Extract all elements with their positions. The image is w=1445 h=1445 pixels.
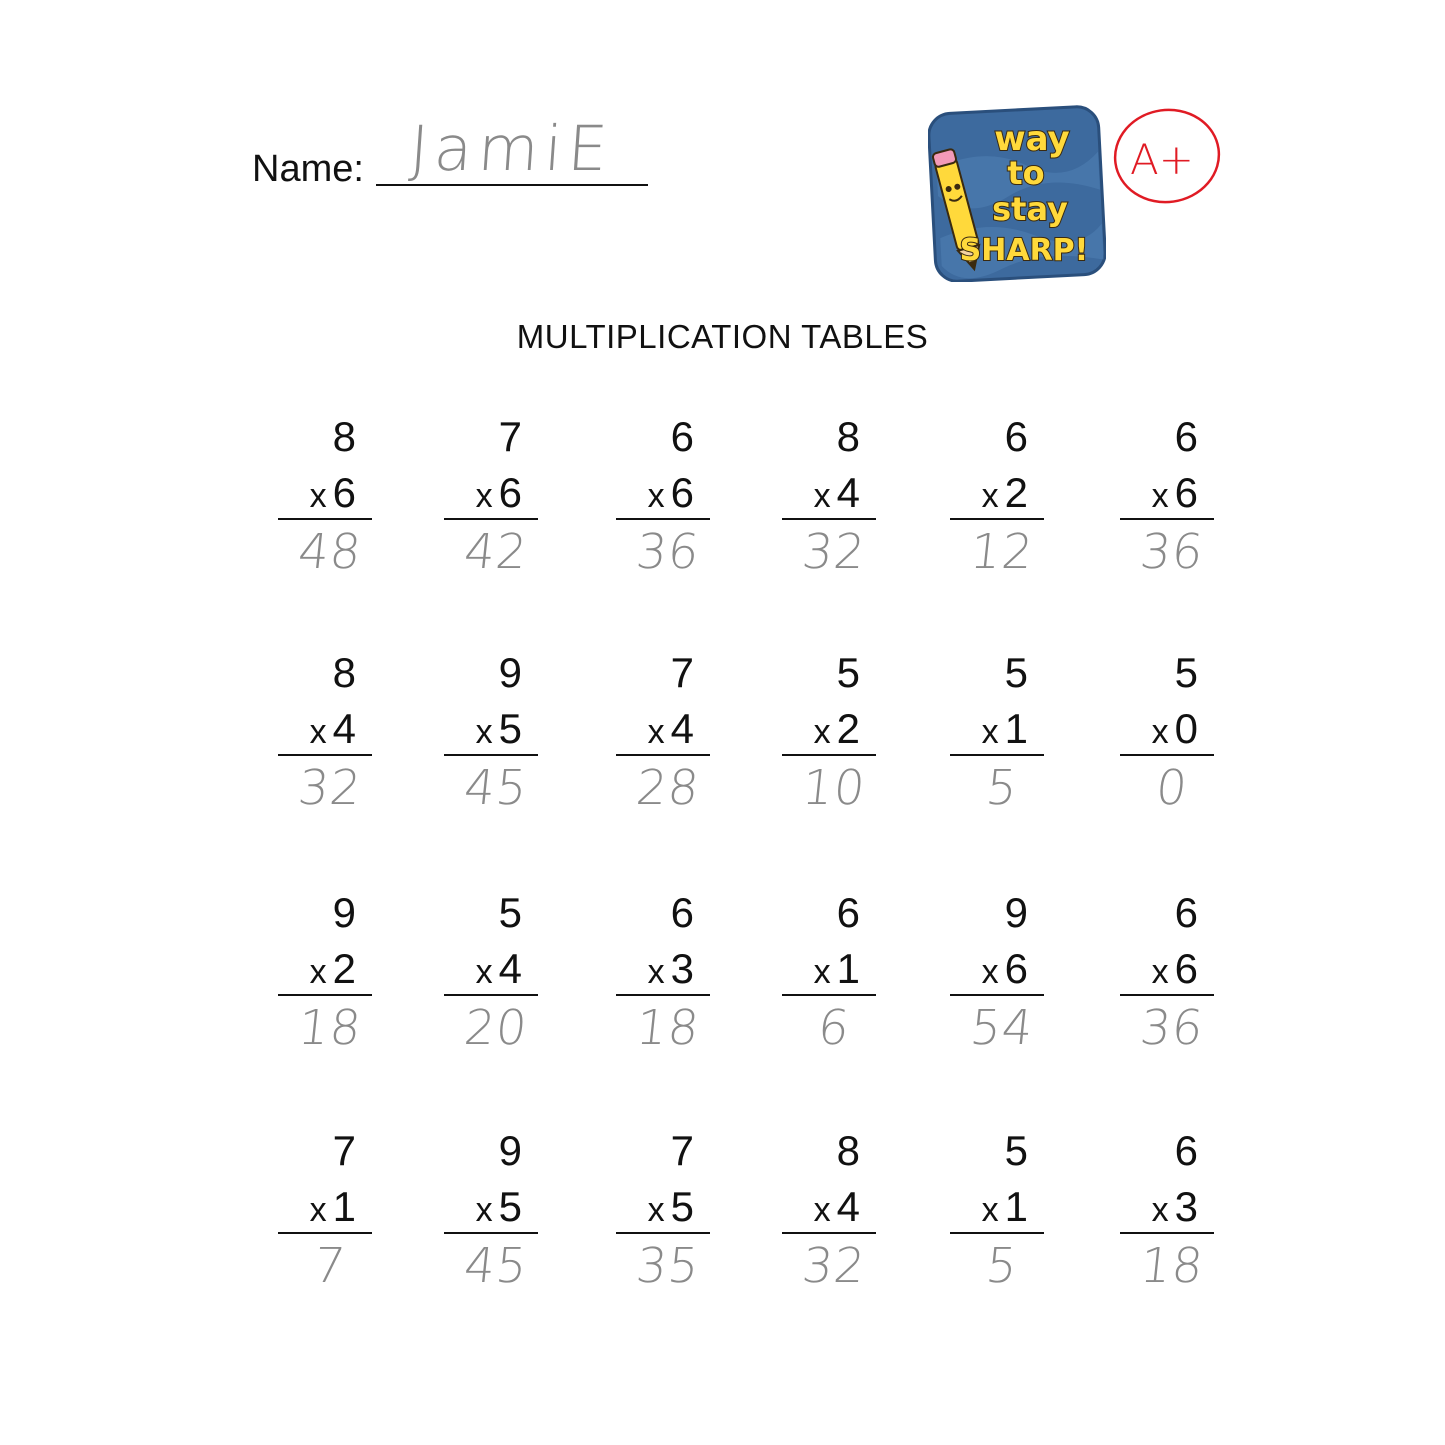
multiplier <box>647 705 694 753</box>
problem-4-5 <box>950 1127 1044 1310</box>
times-symbol: x <box>647 953 665 991</box>
multiplier-value: 6 <box>1004 945 1028 992</box>
multiplicand: 6 <box>1174 889 1198 936</box>
problem-1-1 <box>278 413 372 596</box>
multiplicand: 9 <box>1004 889 1028 936</box>
multiplicand: 9 <box>332 889 356 936</box>
multiplicand: 8 <box>836 1127 860 1174</box>
answer-rule <box>616 1232 710 1234</box>
problem-3-5 <box>950 889 1044 1072</box>
multiplier-value: 0 <box>1174 705 1198 752</box>
way-to-stay-sharp-sticker <box>928 104 1106 282</box>
multiplier-value: 4 <box>836 469 860 516</box>
multiplier <box>813 1183 860 1231</box>
multiplier-value: 2 <box>836 705 860 752</box>
problem-4-1 <box>278 1127 372 1310</box>
handwritten-answer: 10 <box>799 760 869 816</box>
name-value: JamiE <box>407 112 616 185</box>
multiplier-value: 4 <box>332 705 356 752</box>
answer-rule <box>782 1232 876 1234</box>
multiplier-value: 5 <box>498 705 522 752</box>
multiplier-value: 4 <box>498 945 522 992</box>
multiplicand: 5 <box>1174 649 1198 696</box>
times-symbol: x <box>309 713 327 751</box>
problem-1-3 <box>616 413 710 596</box>
answer-rule <box>950 518 1044 520</box>
problem-3-3 <box>616 889 710 1072</box>
multiplicand: 6 <box>670 413 694 460</box>
problem-3-6 <box>1120 889 1214 1072</box>
times-symbol: x <box>647 1191 665 1229</box>
multiplier-value: 6 <box>670 469 694 516</box>
answer-rule <box>782 754 876 756</box>
multiplicand: 5 <box>1004 649 1028 696</box>
multiplicand: 7 <box>670 1127 694 1174</box>
multiplicand: 5 <box>836 649 860 696</box>
problem-3-1 <box>278 889 372 1072</box>
multiplier <box>1151 1183 1198 1231</box>
times-symbol: x <box>475 713 493 751</box>
answer-rule <box>278 994 372 996</box>
multiplier-value: 1 <box>836 945 860 992</box>
multiplicand: 9 <box>498 649 522 696</box>
multiplier <box>647 1183 694 1231</box>
problem-4-3 <box>616 1127 710 1310</box>
sticker-line-2: to <box>1007 154 1045 192</box>
name-label: Name: <box>252 148 364 190</box>
grade-text: A+ <box>1130 135 1194 184</box>
multiplier-value: 1 <box>332 1183 356 1230</box>
times-symbol: x <box>309 1191 327 1229</box>
multiplier-value: 6 <box>1174 469 1198 516</box>
multiplier <box>309 1183 356 1231</box>
multiplier-value: 4 <box>836 1183 860 1230</box>
multiplier-value: 5 <box>498 1183 522 1230</box>
grade-mark <box>1108 104 1226 208</box>
answer-rule <box>782 518 876 520</box>
times-symbol: x <box>475 477 493 515</box>
answer-rule <box>1120 518 1214 520</box>
answer-rule <box>278 1232 372 1234</box>
handwritten-answer: 36 <box>633 524 703 580</box>
handwritten-answer: 48 <box>295 524 365 580</box>
times-symbol: x <box>475 1191 493 1229</box>
problem-2-2 <box>444 649 538 832</box>
multiplier <box>813 945 860 993</box>
page-title: MULTIPLICATION TABLES <box>516 318 929 355</box>
problem-2-1 <box>278 649 372 832</box>
multiplicand: 5 <box>498 889 522 936</box>
multiplier-value: 6 <box>498 469 522 516</box>
problem-3-4 <box>782 889 876 1072</box>
handwritten-answer: 32 <box>799 1238 869 1294</box>
handwritten-answer: 5 <box>983 1238 1021 1294</box>
times-symbol: x <box>1151 953 1169 991</box>
times-symbol: x <box>475 953 493 991</box>
handwritten-answer: 32 <box>295 760 365 816</box>
answer-rule <box>950 754 1044 756</box>
multiplier <box>475 705 522 753</box>
problem-1-5 <box>950 413 1044 596</box>
multiplier <box>647 469 694 517</box>
handwritten-answer: 5 <box>983 760 1021 816</box>
answer-rule <box>444 518 538 520</box>
times-symbol: x <box>1151 1191 1169 1229</box>
multiplicand: 8 <box>332 413 356 460</box>
answer-rule <box>782 994 876 996</box>
times-symbol: x <box>981 1191 999 1229</box>
handwritten-answer: 12 <box>967 524 1037 580</box>
handwritten-answer: 18 <box>1137 1238 1207 1294</box>
handwritten-answer: 0 <box>1153 760 1191 816</box>
multiplier-value: 2 <box>1004 469 1028 516</box>
answer-rule <box>278 754 372 756</box>
answer-rule <box>950 994 1044 996</box>
handwritten-answer: 45 <box>461 1238 531 1294</box>
times-symbol: x <box>1151 713 1169 751</box>
answer-rule <box>1120 1232 1214 1234</box>
multiplicand: 7 <box>498 413 522 460</box>
multiplicand: 6 <box>1174 413 1198 460</box>
multiplier <box>647 945 694 993</box>
handwritten-answer: 32 <box>799 524 869 580</box>
answer-rule <box>616 518 710 520</box>
multiplier <box>475 945 522 993</box>
answer-rule <box>616 754 710 756</box>
multiplier-value: 2 <box>332 945 356 992</box>
answer-rule <box>616 994 710 996</box>
times-symbol: x <box>813 1191 831 1229</box>
times-symbol: x <box>813 713 831 751</box>
answer-rule <box>278 518 372 520</box>
times-symbol: x <box>309 477 327 515</box>
multiplier <box>1151 469 1198 517</box>
multiplier <box>309 945 356 993</box>
multiplier <box>1151 705 1198 753</box>
multiplier-value: 1 <box>1004 1183 1028 1230</box>
multiplicand: 6 <box>1004 413 1028 460</box>
handwritten-answer: 42 <box>461 524 531 580</box>
times-symbol: x <box>813 953 831 991</box>
times-symbol: x <box>1151 477 1169 515</box>
problem-2-5 <box>950 649 1044 832</box>
multiplier <box>813 705 860 753</box>
problem-1-2 <box>444 413 538 596</box>
multiplicand: 7 <box>670 649 694 696</box>
multiplier-value: 4 <box>670 705 694 752</box>
sticker-line-4: SHARP! <box>959 233 1089 268</box>
sticker-line-3: stay <box>992 190 1068 228</box>
answer-rule <box>1120 994 1214 996</box>
multiplicand: 6 <box>836 889 860 936</box>
times-symbol: x <box>647 713 665 751</box>
answer-rule <box>1120 754 1214 756</box>
multiplicand: 5 <box>1004 1127 1028 1174</box>
problem-4-6 <box>1120 1127 1214 1310</box>
multiplier-value: 3 <box>1174 1183 1198 1230</box>
handwritten-answer: 54 <box>967 1000 1037 1056</box>
problem-2-6 <box>1120 649 1214 832</box>
multiplier-value: 3 <box>670 945 694 992</box>
multiplier <box>309 705 356 753</box>
multiplier-value: 6 <box>1174 945 1198 992</box>
multiplier <box>475 469 522 517</box>
handwritten-answer: 7 <box>311 1238 349 1294</box>
multiplier <box>981 1183 1028 1231</box>
problem-1-4 <box>782 413 876 596</box>
multiplicand: 8 <box>332 649 356 696</box>
answer-rule <box>444 754 538 756</box>
handwritten-answer: 45 <box>461 760 531 816</box>
multiplicand: 7 <box>332 1127 356 1174</box>
handwritten-answer: 28 <box>633 760 703 816</box>
times-symbol: x <box>647 477 665 515</box>
multiplicand: 8 <box>836 413 860 460</box>
problem-1-6 <box>1120 413 1214 596</box>
multiplier <box>981 945 1028 993</box>
handwritten-answer: 6 <box>815 1000 853 1056</box>
sticker-line-1: way <box>994 119 1070 159</box>
multiplier <box>813 469 860 517</box>
multiplier-value: 1 <box>1004 705 1028 752</box>
problem-2-4 <box>782 649 876 832</box>
times-symbol: x <box>813 477 831 515</box>
multiplier <box>309 469 356 517</box>
multiplier <box>981 469 1028 517</box>
handwritten-answer: 18 <box>295 1000 365 1056</box>
times-symbol: x <box>981 953 999 991</box>
times-symbol: x <box>981 477 999 515</box>
times-symbol: x <box>309 953 327 991</box>
handwritten-answer: 36 <box>1137 1000 1207 1056</box>
multiplier <box>981 705 1028 753</box>
multiplier-value: 5 <box>670 1183 694 1230</box>
answer-rule <box>444 994 538 996</box>
multiplier <box>475 1183 522 1231</box>
multiplier <box>1151 945 1198 993</box>
answer-rule <box>444 1232 538 1234</box>
multiplier-value: 6 <box>332 469 356 516</box>
answer-rule <box>950 1232 1044 1234</box>
handwritten-answer: 35 <box>633 1238 703 1294</box>
problem-4-4 <box>782 1127 876 1310</box>
handwritten-answer: 18 <box>633 1000 703 1056</box>
problem-2-3 <box>616 649 710 832</box>
problem-3-2 <box>444 889 538 1072</box>
handwritten-answer: 36 <box>1137 524 1207 580</box>
handwritten-answer: 20 <box>461 1000 531 1056</box>
multiplicand: 6 <box>670 889 694 936</box>
times-symbol: x <box>981 713 999 751</box>
multiplicand: 9 <box>498 1127 522 1174</box>
multiplicand: 6 <box>1174 1127 1198 1174</box>
problem-4-2 <box>444 1127 538 1310</box>
